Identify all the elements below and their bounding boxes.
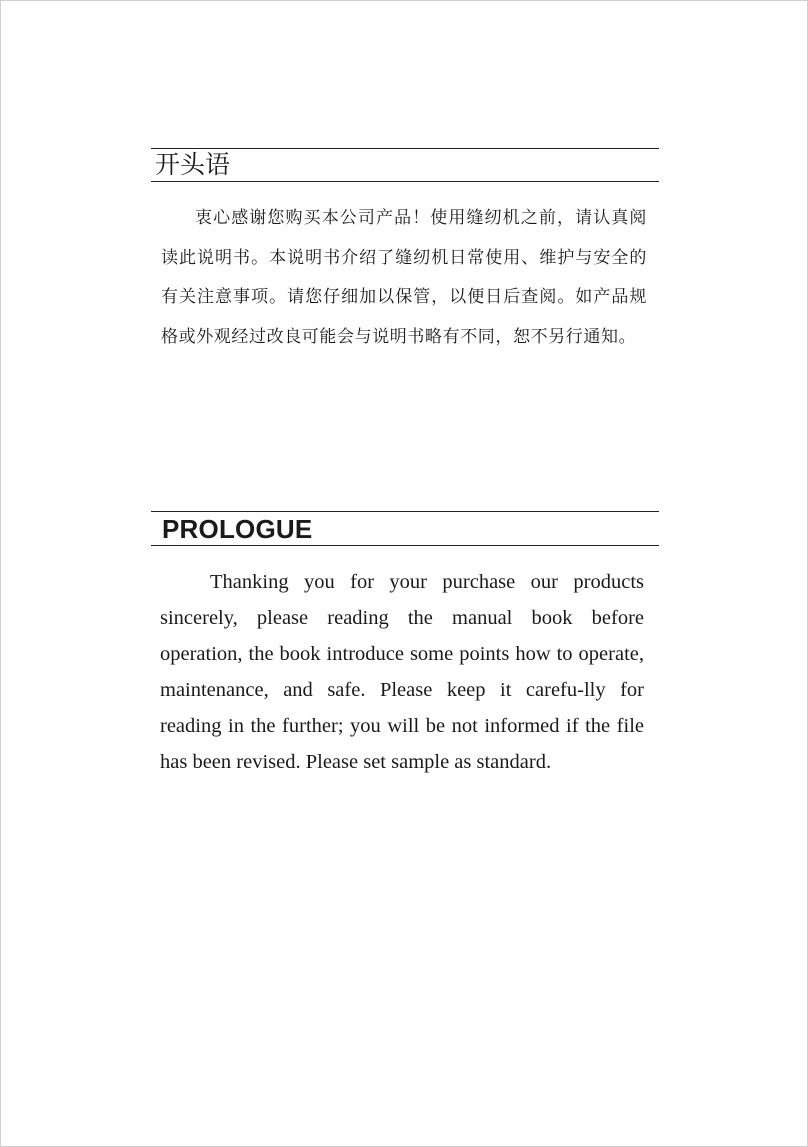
heading-rule-top [151,511,659,512]
heading-rule-bottom [151,545,659,546]
english-heading: PROLOGUE [162,514,313,544]
english-paragraph: Thanking you for your purchase our products sincerely, please reading the manual book before operation, the book introduce some points how to operate, maintenance, and safe. Please keep it carefu-lly for reading in the further; you will be not informed if the file has been revised. Please set sample as standard. [160,571,644,773]
chinese-paragraph: 衷心感谢您购买本公司产品！使用缝纫机之前，请认真阅读此说明书。本说明书介绍了缝纫机日常使用、维护与安全的有关注意事项。请您仔细加以保管，以便日后查阅。如产品规格或外观经过改良可能会与说明书略有不同，恕不另行通知。 [161,208,647,347]
chinese-heading: 开头语 [155,150,231,179]
heading-rule-bottom [151,181,659,182]
